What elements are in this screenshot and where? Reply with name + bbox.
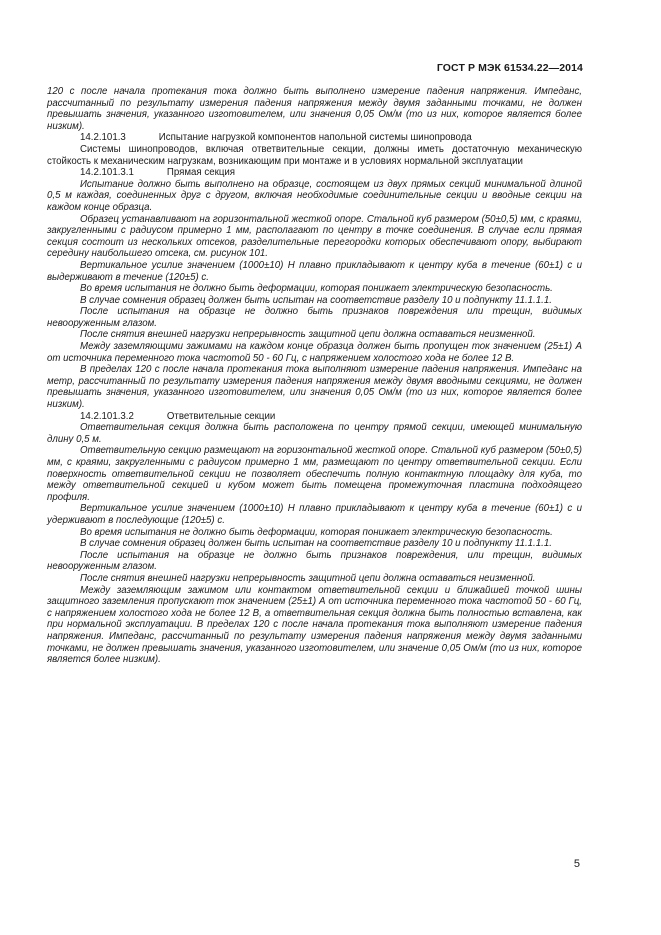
body-paragraph: В случае сомнения образец должен быть испытан на соответствие разделу 10 и подпункту 11.1.1.1. [80,538,552,550]
page-number: 5 [573,858,580,870]
body-paragraph: Между заземляющим зажимом или контактом ответвительной секции и ближайшей точкой шины защитного заземления пропускают ток значением (25±1) А от источника переменного тока частотой 50 - 60 Гц, с напряжением холостого хода не более 12 В, а ответвительная секция должна быть полностью вставлена, как при нормальной эксплуатации. В пределах 120 с после начала протекания тока выполняют измерение падения напряжения. Импеданс, рассчитанный по результату измерения падения напряжения между двумя заданными точками, не должен превышать значения, указанного изготовителем, или значение 0,05 Ом/м (то из них, которое является более низким). [47,584,582,666]
section-title: Испытание нагрузкой компонентов напольной системы шинопровода [158,132,472,144]
document-header-id: ГОСТ Р МЭК 61534.22—2014 [436,62,583,74]
section-heading [47,167,582,179]
section-number: 14.2.101.3.2 [80,410,134,422]
body-paragraph: Испытание должно быть выполнено на образце, состоящем из двух прямых секций минимальной длиной 0,5 м каждая, соединенных друг с другом, включая необходимые соединительные секции и вводные секции на каждом конце образца. [47,178,582,213]
body-paragraph: Ответвительная секция должна быть расположена по центру прямой секции, имеющей минимальную длину 0,5 м. [47,422,582,445]
body-paragraph: Ответвительную секцию размещают на горизонтальной жесткой опоре. Стальной куб размером (50±0,5) мм, с краями, закругленными с радиусом примерно 1 мм, размещают по центру ответвительной секции. Если поверхность ответвительной секции не позволяет обеспечить полную контактную площадку для куба, то между ответвительной секцией и кубом может быть помещена промежуточная пластина подходящего профиля. [47,445,582,503]
body-paragraph: Вертикальное усилие значением (1000±10) Н плавно прикладывают к центру куба в течение (60±1) с и удерживают в последующие (120±5) с. [47,503,582,526]
section-title: Ответвительные секции [166,410,276,422]
body-paragraph: После снятия внешней нагрузки непрерывность защитной цепи должна оставаться неизменной. [80,572,536,584]
section-number: 14.2.101.3 [80,132,126,144]
section-title: Прямая секция [166,167,236,179]
body-paragraph: В пределах 120 с после начала протекания тока выполняют измерение падения напряжения. Импеданс на метр, рассчитанный по результату измерения падения напряжения между двумя вводными секциями, не должен превышать значения, указанного изготовителем, или значения 0,05 Ом/м (то из них, которое является более низким). [47,364,582,411]
body-paragraph: Между заземляющими зажимами на каждом конце образца должен быть пропущен ток значением (25±1) А от источника переменного тока частотой 50 - 60 Гц, с напряжением холостого хода не более 12 В. [47,341,582,364]
section-heading [47,132,582,144]
body-paragraph: Образец устанавливают на горизонтальной жесткой опоре. Стальной куб размером (50±0,5) мм, с краями, закругленными с радиусом примерно 1 мм, располагают по центру в точке соединения. В случае если прямая секция состоит из нескольких отсеков, разделительные перегородки которых обеспечивают опору, выбирают середину наибольшего отсека, см. рисунок 101. [47,213,582,260]
body-paragraph: Вертикальное усилие значением (1000±10) Н плавно прикладывают к центру куба в течение (60±1) с и выдерживают в течение (120±5) с. [47,259,582,283]
body-paragraph: Во время испытания не должно быть деформации, которая понижает электрическую безопасность. [80,526,553,538]
body-paragraph: В случае сомнения образец должен быть испытан на соответствие разделу 10 и подпункту 11.1.1.1. [80,294,552,306]
section-number: 14.2.101.3.1 [80,167,134,179]
body-paragraph: 120 с после начала протекания тока должно быть выполнено измерение падения напряжения. Импеданс, рассчитанный по результату измерения падения напряжения между двумя заданными точками, не должен превышать значения, указанного изготовителем, или значения 0,05 Ом/м (то из них, которое является более низким). [47,86,582,132]
body-paragraph: После снятия внешней нагрузки непрерывность защитной цепи должна оставаться неизменной. [80,329,536,341]
body-paragraph: После испытания на образце не должно быть признаков повреждения, или трещин, видимых невооруженным глазом. [47,549,582,573]
document-body [47,86,582,666]
body-paragraph: После испытания на образце не должно быть признаков повреждения или трещин, видимых невооруженным глазом. [47,306,582,329]
body-paragraph: Во время испытания не должно быть деформации, которая понижает электрическую безопасность. [80,283,553,295]
body-paragraph: Системы шинопроводов, включая ответвительные секции, должны иметь достаточную механическую стойкость к механическим нагрузкам, возникающим при монтаже и в условиях нормальной эксплуатации [47,143,582,167]
section-heading [47,411,582,423]
